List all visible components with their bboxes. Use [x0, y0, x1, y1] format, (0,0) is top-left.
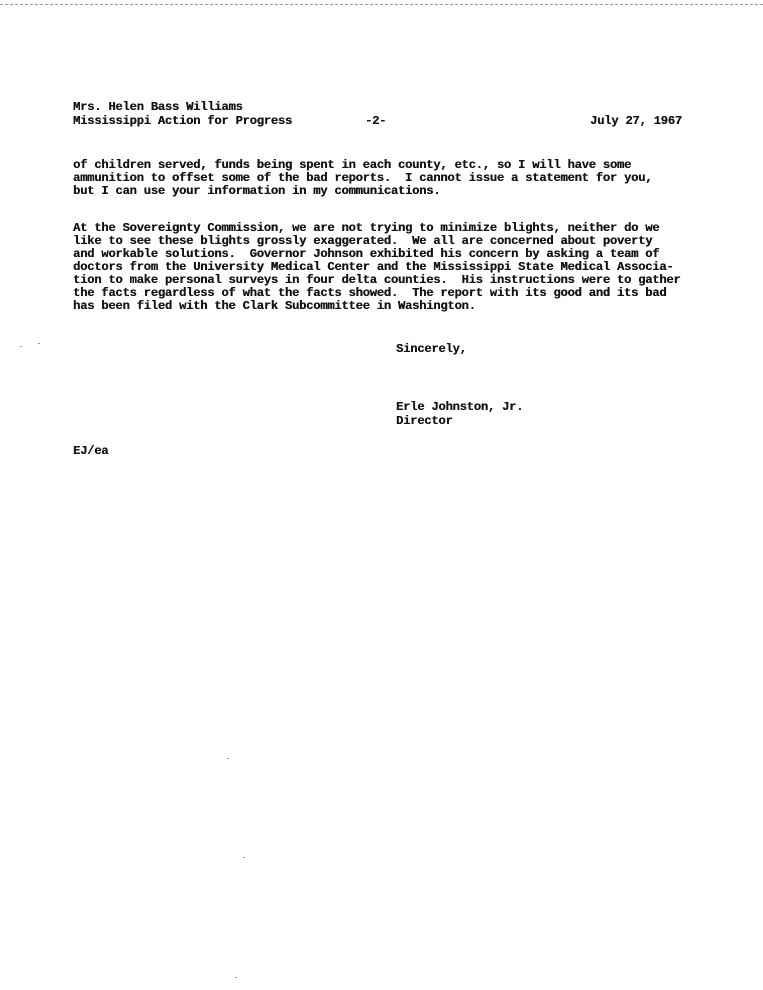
- scan-speck: [20, 346, 22, 347]
- paragraph-line: like to see these blights grossly exaggerated. We all are concerned about poverty: [73, 234, 653, 248]
- paragraph-line: has been filed with the Clark Subcommittee in Washington.: [73, 299, 476, 313]
- paragraph-line: but I can use your information in my communications.: [73, 184, 441, 198]
- paragraph-line: tion to make personal surveys in four delta counties. His instructions were to gather: [73, 273, 681, 287]
- paragraph-line: doctors from the University Medical Center and the Mississippi State Medical Associa-: [73, 260, 674, 274]
- paragraph-line: the facts regardless of what the facts showed. The report with its good and its bad: [73, 286, 667, 300]
- body-paragraph-2: [73, 222, 723, 313]
- paragraph-line: ammunition to offset some of the bad reports. I cannot issue a statement for you,: [73, 171, 653, 185]
- reference-initials: EJ/ea: [73, 444, 109, 458]
- scan-speck: [227, 758, 229, 759]
- scan-speck: [243, 857, 245, 858]
- scan-speck: [38, 343, 40, 344]
- letter-date: July 27, 1967: [590, 114, 682, 128]
- page-number: -2-: [365, 114, 387, 128]
- signer-title: Director: [396, 414, 453, 428]
- body-paragraph-1: [73, 159, 723, 198]
- recipient-organization: Mississippi Action for Progress: [73, 114, 292, 128]
- closing-salutation: Sincerely,: [396, 342, 467, 356]
- scan-speck: [235, 977, 237, 978]
- signer-name: Erle Johnston, Jr.: [396, 400, 524, 414]
- paragraph-line: and workable solutions. Governor Johnson exhibited his concern by asking a team of: [73, 247, 660, 261]
- paragraph-line: At the Sovereignty Commission, we are not trying to minimize blights, neither do we: [73, 221, 660, 235]
- recipient-name: Mrs. Helen Bass Williams: [73, 100, 243, 114]
- scan-edge-line: [0, 4, 763, 5]
- paragraph-line: of children served, funds being spent in each county, etc., so I will have some: [73, 158, 632, 172]
